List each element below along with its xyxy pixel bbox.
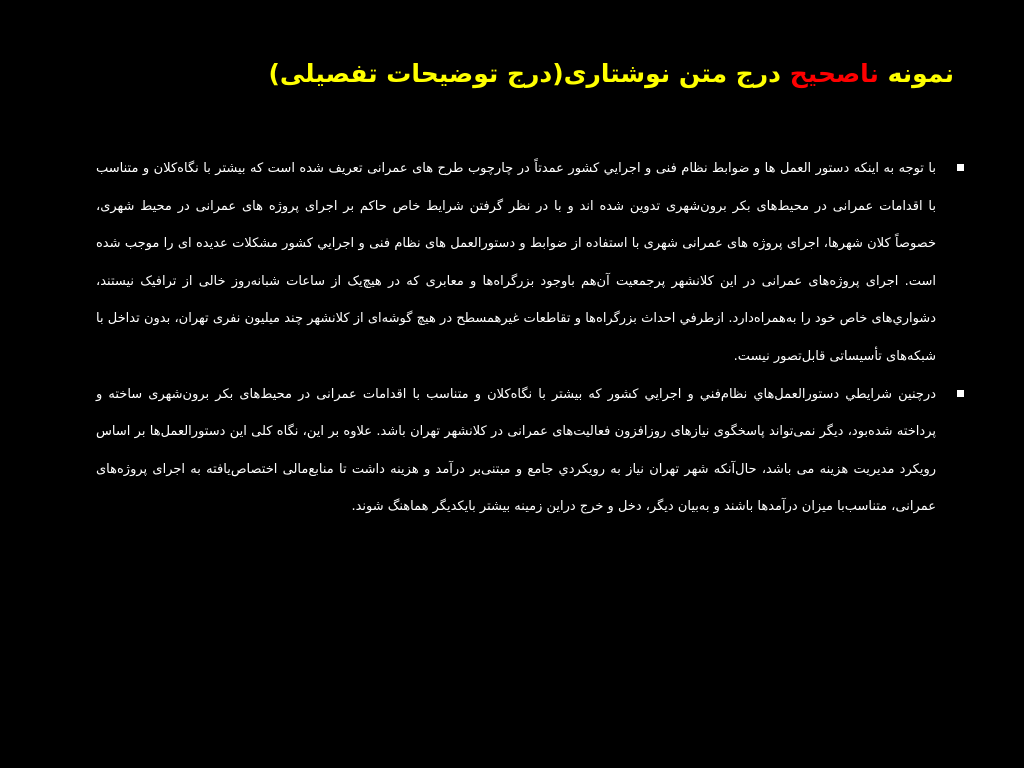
slide-title (74, 52, 954, 96)
title-part-rest: درج متن نوشتاری(درج توضیحات تفصیلی) (268, 59, 781, 88)
bullet-item (96, 150, 936, 376)
bullet-item (96, 376, 936, 526)
square-bullet-icon (957, 164, 964, 171)
title-part-prefix: نمونه (887, 59, 954, 88)
bullet-text: درچنین شرایطي دستورالعمل‌هاي نظام‌فني و اجرايي کشور که بیشتر با نگاه‌کلان و متناسب با اقدامات عمرانی در محیط‌های بکر برون‌شهری ساخته و پرداخته شده‌بود، دیگر نمی‌تواند پاسخگوی نیازهای روزافزون فعالیت‌های عمرانی در کلانشهر تهران باشد. علاوه بر این، نگاه کلی این دستورالعمل‌ها بر اساس رویکرد مدیریت هزینه می باشد، حال‌آنکه شهر تهران نیاز به رویکردي جامع و مبتنی‌بر درآمد و هزینه داشت تا منابع‌مالی اختصاص‌یافته به اجرای پروژه‌های عمرانی، متناسب‌با میزان درآمدها باشند و به‌بیان دیگر، دخل و خرج دراین زمینه بیشتر بایکدیگر هماهنگ شوند. (96, 386, 936, 515)
title-part-incorrect: ناصحیح (789, 59, 879, 88)
square-bullet-icon (957, 390, 964, 397)
bullet-list (96, 150, 936, 526)
bullet-text: با توجه به اینکه دستور العمل ها و ضوابط نظام فنی و اجرايي کشور عمدتاً در چارچوب طرح های عمرانی تعریف شده است که بیشتر با نگاه‌کلان و متناسب با اقدامات عمرانی در محیط‌های بکر برون‌شهری تدوین شده اند و با در نظر گرفتن شرایط خاص حاکم بر اجرای پروژه های عمرانی در محیط شهری، خصوصاً کلان شهرها، اجرای پروژه های عمرانی شهری با استفاده از ضوابط و دستورالعمل های نظام فنی و اجرايي کشور مشکلات عدیده ای را موجب شده است. اجرای پروژه‌های عمرانی در این کلانشهر پرجمعیت آن‌هم باوجود بزرگراه‌ها و معابری که در هیچ‌یک از ساعات شبانه‌روز خالی از ترافیک نیستند، دشواري‌های خاص خود را به‌همراه‌دارد. ازطرفي احداث بزرگراه‌ها و تقاطعات غیرهمسطح در هیچ گوشه‌ای از کلانشهر چند میلیون نفری تهران، بدون تداخل با شبکه‌های تأسیساتی قابل‌تصور نیست. (96, 161, 936, 364)
